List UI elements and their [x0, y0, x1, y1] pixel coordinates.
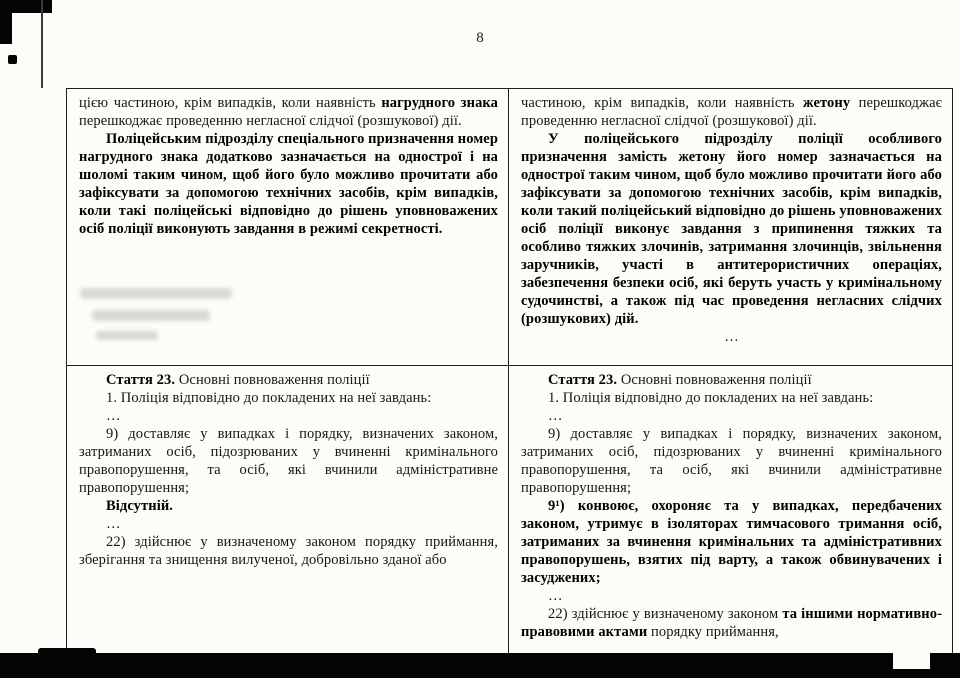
page-number: 8 — [476, 30, 484, 46]
paragraph: У поліцейського підрозділу поліції особливого призначення замість жетону його номер зазначається на однострої таким чином, щоб було можливо прочитати його або зафіксувати за допомогою технічних засобів, крім випадків, коли такий поліцейський відповідно до рішень уповноважених осіб поліції виконує завдання з припинення тяжких та особливо тяжких злочинів, затримання злочинців, звільнення заручників, участі в антитерористичних операціях, забезпечення безпеки осіб, які беруть участь у кримінальному судочинстві, а також під час проведення негласних слідчих (розшукових) дій. — [521, 131, 942, 327]
paragraph: 9¹) конвоює, охороняє та у випадках, передбачених законом, утримує в ізоляторах тимчасового тримання осіб, затриманих за вчинення кримінальних та адміністративних правопорушень, взятих під варту, а також обвинувачених і засуджених; — [521, 498, 942, 586]
paragraph — [79, 94, 498, 130]
paragraph — [521, 605, 942, 641]
comparison-table — [66, 88, 953, 678]
paragraph-text-bold: та іншими нормативно-правовими актами — [521, 606, 943, 640]
ellipsis-marker: … — [548, 408, 563, 424]
paragraph-text: 22) здійснює у визначеному законом — [548, 606, 783, 622]
article-number: Стаття 23. — [548, 372, 618, 388]
ellipsis-marker: … — [724, 329, 739, 345]
article-heading — [521, 371, 942, 389]
paragraph-text: цією частиною, крім випадків, коли наявність — [79, 95, 382, 111]
scan-artifact-bottom-bar — [0, 653, 960, 678]
paragraph: 1. Поліція відповідно до покладених на неї завдань: — [106, 390, 432, 406]
erased-text-artifact — [96, 331, 158, 340]
paragraph-text: перешкоджає проведенню негласної слідчої (розшукової) дії. — [521, 95, 942, 129]
new-version-cell-row1 — [509, 89, 952, 366]
ellipsis-marker: … — [106, 408, 121, 424]
erased-text-artifact — [80, 288, 232, 299]
scan-artifact-left-line — [41, 0, 43, 88]
article-title: Основні повноваження поліції — [617, 372, 812, 388]
old-version-cell-row1 — [67, 89, 509, 366]
scan-artifact-top-vertical — [0, 0, 12, 44]
paragraph: 1. Поліція відповідно до покладених на неї завдань: — [548, 390, 874, 406]
article-title: Основні повноваження поліції — [175, 372, 370, 388]
absent-marker: Відсутній. — [106, 498, 174, 514]
paragraph-text: порядку приймання, — [647, 624, 779, 640]
article-number: Стаття 23. — [106, 372, 176, 388]
new-version-cell-row2 — [509, 366, 952, 678]
paragraph — [521, 94, 942, 130]
paragraph-text: перешкоджає проведенню негласної слідчої (розшукової) дії. — [79, 113, 462, 129]
article-heading — [79, 371, 498, 389]
scan-artifact-bottom-notch — [893, 653, 930, 669]
ellipsis-marker: … — [548, 588, 563, 604]
ellipsis-marker: … — [106, 516, 121, 532]
paragraph-text: частиною, крім випадків, коли наявність — [521, 95, 804, 111]
paragraph-text-bold: жетону — [803, 95, 851, 111]
erased-text-artifact — [92, 310, 210, 321]
paragraph: 9) доставляє у випадках і порядку, визначених законом, затриманих осіб, підозрюваних у вчиненні кримінального правопорушення, та осіб, які вчинили адміністративне правопорушення; — [79, 426, 498, 496]
paragraph: Поліцейським підрозділу спеціального призначення номер нагрудного знака додатково зазначається на однострої і на шоломі таким чином, щоб його було можливо прочитати або зафіксувати за допомогою технічних засобів, крім випадків, коли такі поліцейські відповідно до рішень уповноважених осіб поліції виконують завдання в режимі секретності. — [79, 131, 498, 237]
paragraph: 9) доставляє у випадках і порядку, визначених законом, затриманих осіб, підозрюваних у вчиненні кримінального правопорушення, та осіб, які вчинили адміністративне правопорушення; — [521, 426, 942, 496]
old-version-cell-row2 — [67, 366, 509, 678]
paragraph: 22) здійснює у визначеному законом порядку приймання, зберігання та знищення вилученої, добровільно зданої або — [79, 534, 498, 568]
paragraph-text-bold: нагрудного знака — [381, 95, 499, 111]
scan-artifact-dot — [8, 55, 17, 64]
